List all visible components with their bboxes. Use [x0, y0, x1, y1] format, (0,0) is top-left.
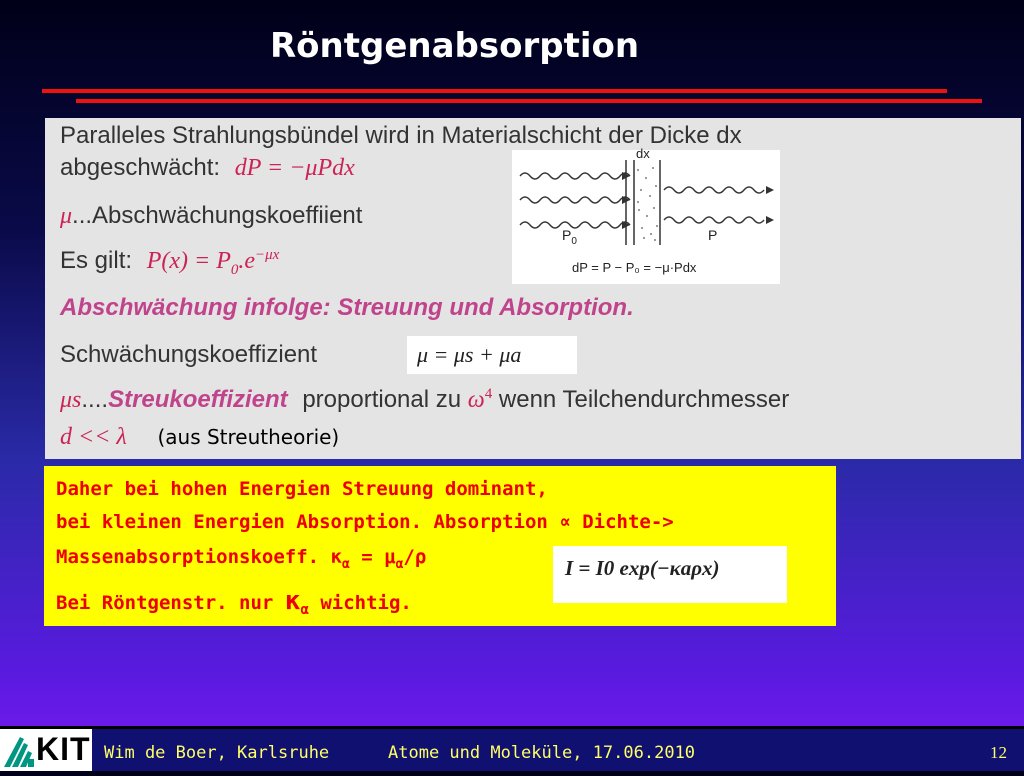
- label-abschwaechungskoeff: ...Abschwächungskoeffiient: [72, 202, 363, 229]
- yellow-line-4-prefix: Bei Röntgenstr. nur: [56, 592, 285, 614]
- kit-logo: [0, 729, 92, 771]
- label-streukoeffizient: Streukoeffizient: [108, 386, 288, 413]
- text-line-8: [60, 423, 339, 451]
- footer-author: Wim de Boer, Karlsruhe: [104, 743, 330, 763]
- figure-caption: dP = P − P₀ = −μ·Pdx: [572, 260, 697, 275]
- highlight-box: [44, 466, 836, 626]
- title-underline-2: [76, 99, 982, 103]
- label-P0-char: P: [562, 227, 572, 243]
- footer-bar: [0, 726, 1024, 771]
- yellow-line-4-kappa: κ: [284, 586, 301, 616]
- yellow-line-3-prefix: Massenabsorptionskoeff. κ: [56, 546, 342, 568]
- label-P0-sub: 0: [571, 235, 577, 247]
- label-P: P: [708, 227, 718, 243]
- label-proportional: proportional zu: [302, 386, 462, 413]
- symbol-mu-s: μs: [60, 387, 82, 413]
- formula-dP: dP = −μPdx: [234, 155, 355, 181]
- dots: ....: [81, 386, 109, 413]
- yellow-line-4: [56, 586, 412, 618]
- yellow-line-3-sub1: α: [341, 556, 350, 572]
- label-P0: [562, 227, 577, 247]
- formula-intensity: I = I0 exp(−κaρx): [553, 546, 787, 603]
- label-es-gilt: Es gilt:: [60, 247, 133, 274]
- title-underline-1: [42, 89, 947, 93]
- label-aus-streutheorie: (aus Streutheorie): [157, 425, 340, 449]
- yellow-line-3-sub2: α: [395, 556, 404, 572]
- formula-Px-exp: −μx: [255, 247, 280, 263]
- text-line-7: [60, 386, 789, 414]
- text-line-6: Schwächungskoeffizient: [60, 341, 318, 368]
- label-abgeschwaecht: abgeschwächt:: [60, 154, 221, 181]
- label-teilchendurchmesser: wenn Teilchendurchmesser: [498, 386, 790, 413]
- formula-d-lambda: d << λ: [60, 424, 127, 450]
- kit-logo-text: KIT: [36, 731, 91, 767]
- yellow-line-1: Daher bei hohen Energien Streuung dominant,: [56, 478, 548, 500]
- yellow-line-4-end: wichtig.: [308, 592, 412, 614]
- absorption-figure: [512, 146, 780, 284]
- text-line-2: [60, 154, 355, 182]
- symbol-omega: [468, 387, 492, 413]
- text-line-1: Paralleles Strahlungsbündel wird in Materialschicht der Dicke dx: [60, 122, 742, 149]
- page-number: 12: [990, 743, 1007, 762]
- label-dx: dx: [636, 146, 650, 161]
- text-line-3: [60, 202, 362, 230]
- formula-Px-sub: 0: [230, 261, 239, 278]
- symbol-mu: μ: [60, 203, 73, 229]
- yellow-line-4-sub: α: [300, 601, 309, 618]
- omega-char: ω: [467, 387, 485, 413]
- omega-exp: 4: [484, 386, 493, 402]
- formula-Px-e: .e: [238, 248, 256, 274]
- formula-mu-sum: μ = μs + μa: [407, 336, 577, 374]
- formula-Px: [146, 247, 280, 278]
- yellow-line-3: [56, 546, 426, 572]
- text-line-4: [60, 247, 279, 279]
- footer-course-date: Atome und Moleküle, 17.06.2010: [388, 743, 696, 763]
- text-line-5: Abschwächung infolge: Streuung und Absorption.: [60, 294, 634, 321]
- slide-title: Röntgenabsorption: [270, 26, 640, 66]
- formula-Px-base: P(x) = P: [146, 248, 231, 274]
- yellow-line-3-end: /ρ: [403, 546, 427, 568]
- yellow-line-2: bei kleinen Energien Absorption. Absorption ∝ Dichte->: [56, 511, 674, 533]
- yellow-line-3-mid: = μ: [349, 546, 396, 568]
- content-box: [45, 118, 1021, 459]
